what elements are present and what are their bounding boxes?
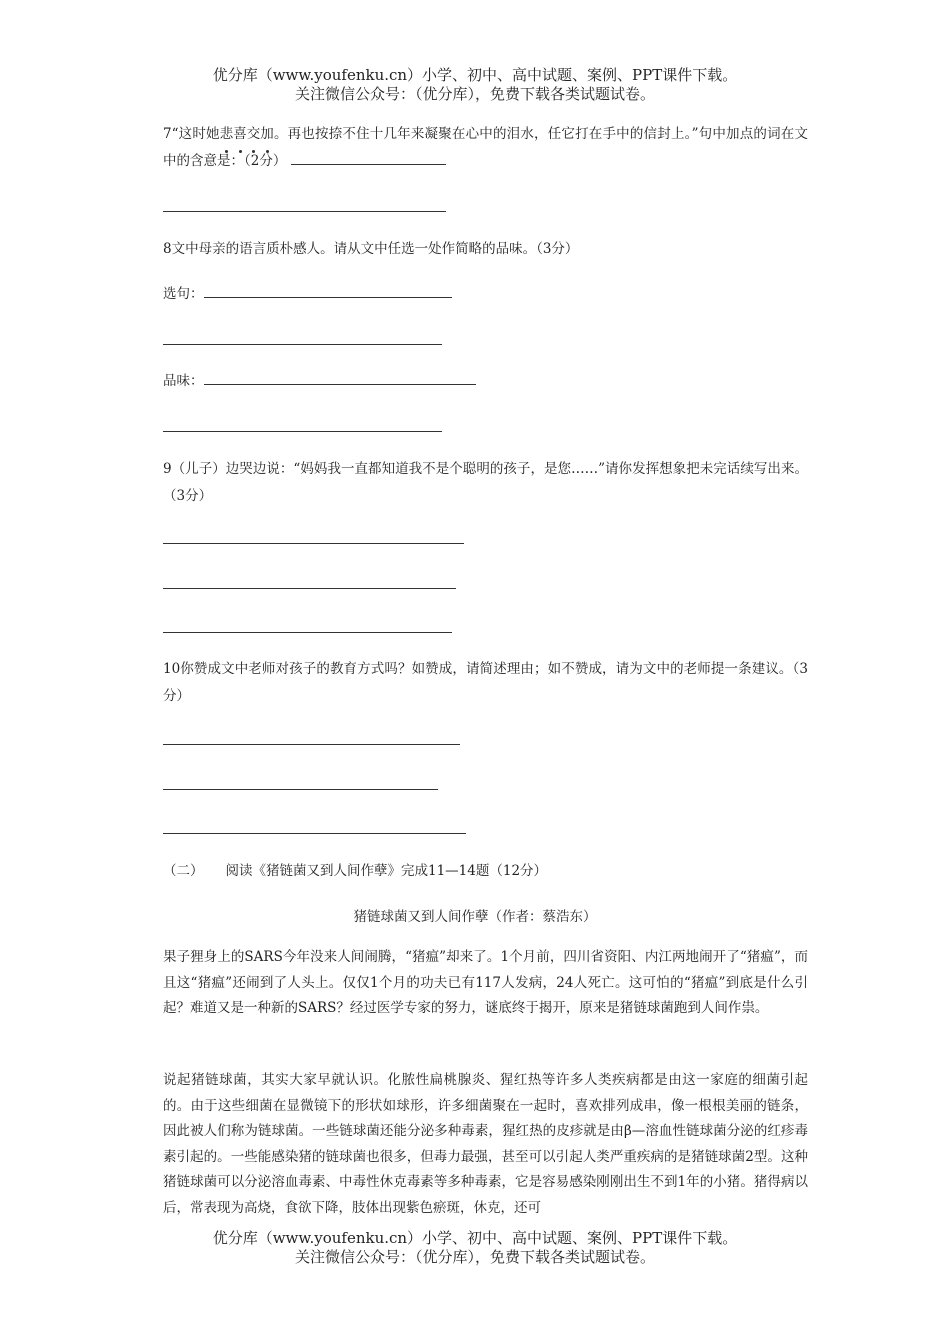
q7-text-post: 。再也按捺不住十几年来凝聚在心中的泪水，任它打在手中的信封上。”句中加点的词在文中的含意是：（2分） [163,126,808,169]
q10-answer-line-3[interactable] [163,833,466,834]
section-2-instruction: 阅读《猪链菌又到人间作孽》完成11—14题（12分） [225,863,548,879]
q7-answer-blank[interactable] [291,150,446,165]
q8-select-line[interactable] [163,344,442,345]
section-2-heading [163,858,808,885]
header-line-1: 优分库（www.youfenku.cn）小学、初中、高中试题、案例、PPT课件下载。 [212,66,738,84]
section-2-label: （二） [163,863,204,879]
page-header [0,66,950,104]
q8-select-label: 选句： [163,286,204,302]
q7-answer-line[interactable] [163,211,446,212]
q8-taste-blank[interactable] [204,370,476,385]
article-paragraph-2: 说起猪链球菌，其实大家早就认识。化脓性扁桃腺炎、猩红热等许多人类疾病都是由这一家庭的细菌引起的。由于这些细菌在显微镜下的形状如球形，许多细菌聚在一起时，喜欢排列成串，像一根根美丽的链条，因此被人们称为链球菌。一些链球菌还能分泌多种毒素，猩红热的皮疹就是由β—溶血性链球菌分泌的红疹毒素引起的。一些能感染猪的链球菌也很多，但毒力最强，甚至可以引起人类严重疾病的是猪链球菌2型。这种猪链球菌可以分泌溶血毒素、中毒性休克毒素等多种毒素，它是容易感染刚刚出生不到1年的小猪。猪得病以后，常表现为高烧，食欲下降，肢体出现紫色瘀斑，休克，还可 [163,1072,808,1216]
footer-line-2: 关注微信公众号：（优分库），免费下载各类试题试卷。 [294,1248,655,1266]
q8-taste-label: 品味： [163,373,204,389]
q10-answer-line-2[interactable] [163,789,438,790]
q9-answer-line-2[interactable] [163,588,456,589]
q8-select-blank[interactable] [204,283,452,298]
q10-answer-line-1[interactable] [163,744,460,745]
q8-select-row [163,281,808,308]
q8-taste-line[interactable] [163,431,442,432]
q7-text-pre: 7“这时她 [163,126,220,142]
footer-line-1: 优分库（www.youfenku.cn）小学、初中、高中试题、案例、PPT课件下载。 [212,1229,738,1247]
q7-dotted-char: 喜 [233,121,247,148]
article-title: 猪链球菌又到人间作孽（作者：蔡浩东） [353,909,597,925]
header-line-2: 关注微信公众号：（优分库），免费下载各类试题试卷。 [294,85,655,103]
article-paragraph-1: 果子狸身上的SARS今年没来人间闹腾，“猪瘟”却来了。1个月前，四川省资阳、内江两地闹开了“猪瘟”，而且这“猪瘟”还闹到了人头上。仅仅1个月的功夫已有117人发病，24人死亡。这可怕的“猪瘟”到底是什么引起？难道又是一种新的SARS？经过医学专家的努力，谜底终于揭开，原来是猪链球菌跑到人间作祟。 [163,949,808,1016]
q8-taste-row [163,368,808,395]
question-9: 9（儿子）边哭边说：“妈妈我一直都知道我不是个聪明的孩子，是您……”请你发挥想象把未完话续写出来。（3分） [163,461,808,504]
question-7 [163,121,808,175]
question-8: 8文中母亲的语言质朴感人。请从文中任选一处作简略的品味。（3分） [163,241,579,257]
q9-answer-line-3[interactable] [163,632,452,633]
question-10: 10你赞成文中老师对孩子的教育方式吗？如赞成，请简述理由；如不赞成，请为文中的老师提一条建议。（3分） [163,661,808,704]
q7-dotted-char: 悲 [220,121,234,148]
q7-dotted-char: 交 [247,121,261,148]
q9-answer-line-1[interactable] [163,543,464,544]
q7-dotted-char: 加 [260,121,274,148]
page-footer [0,1229,950,1267]
